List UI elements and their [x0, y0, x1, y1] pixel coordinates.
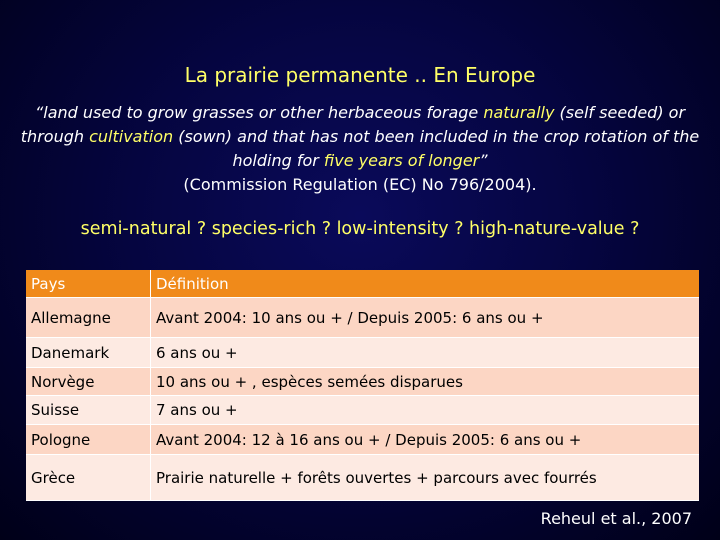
reference-citation: Reheul et al., 2007 [540, 509, 692, 528]
cell-definition: 6 ans ou + [151, 338, 700, 368]
table-row [26, 455, 699, 501]
cell-pays: Pologne [26, 425, 151, 455]
cell-pays: Suisse [26, 396, 151, 425]
quote-text-3: (sown) and that has not been included in the crop rotation of the holding for [173, 127, 700, 170]
cell-pays: Danemark [26, 338, 151, 368]
cell-definition: Prairie naturelle + forêts ouvertes + parcours avec fourrés [151, 455, 700, 501]
cell-pays: Grèce [26, 455, 151, 501]
keywords-line: semi-natural ? species-rich ? low-intensity ? high-nature-value ? [80, 219, 640, 239]
table-row [26, 425, 699, 455]
header-definition: Définition [151, 270, 700, 298]
quote-highlight-cultivation: cultivation [89, 127, 174, 146]
quote-highlight-naturally: naturally [483, 103, 555, 122]
definitions-table [26, 270, 699, 501]
cell-definition: 7 ans ou + [151, 396, 700, 425]
cell-pays: Norvège [26, 368, 151, 396]
slide-title: La prairie permanente .. En Europe [184, 63, 536, 87]
quote-text-2: (self seeded) or through [20, 103, 686, 146]
cell-definition: Avant 2004: 10 ans ou + / Depuis 2005: 6 ans ou + [151, 298, 700, 338]
header-pays: Pays [26, 270, 151, 298]
quote-text-4: ” [479, 151, 488, 170]
quote-text-1: “land used to grow grasses or other herbaceous forage [34, 103, 484, 122]
table-row [26, 368, 699, 396]
table-row [26, 298, 699, 338]
quote-regulation: (Commission Regulation (EC) No 796/2004). [183, 175, 537, 194]
table-row [26, 338, 699, 368]
definition-quote [20, 101, 700, 197]
cell-pays: Allemagne [26, 298, 151, 338]
table-row [26, 396, 699, 425]
quote-highlight-years: five years of longer [323, 151, 480, 170]
table-header-row [26, 270, 699, 298]
cell-definition: 10 ans ou + , espèces semées disparues [151, 368, 700, 396]
cell-definition: Avant 2004: 12 à 16 ans ou + / Depuis 2005: 6 ans ou + [151, 425, 700, 455]
